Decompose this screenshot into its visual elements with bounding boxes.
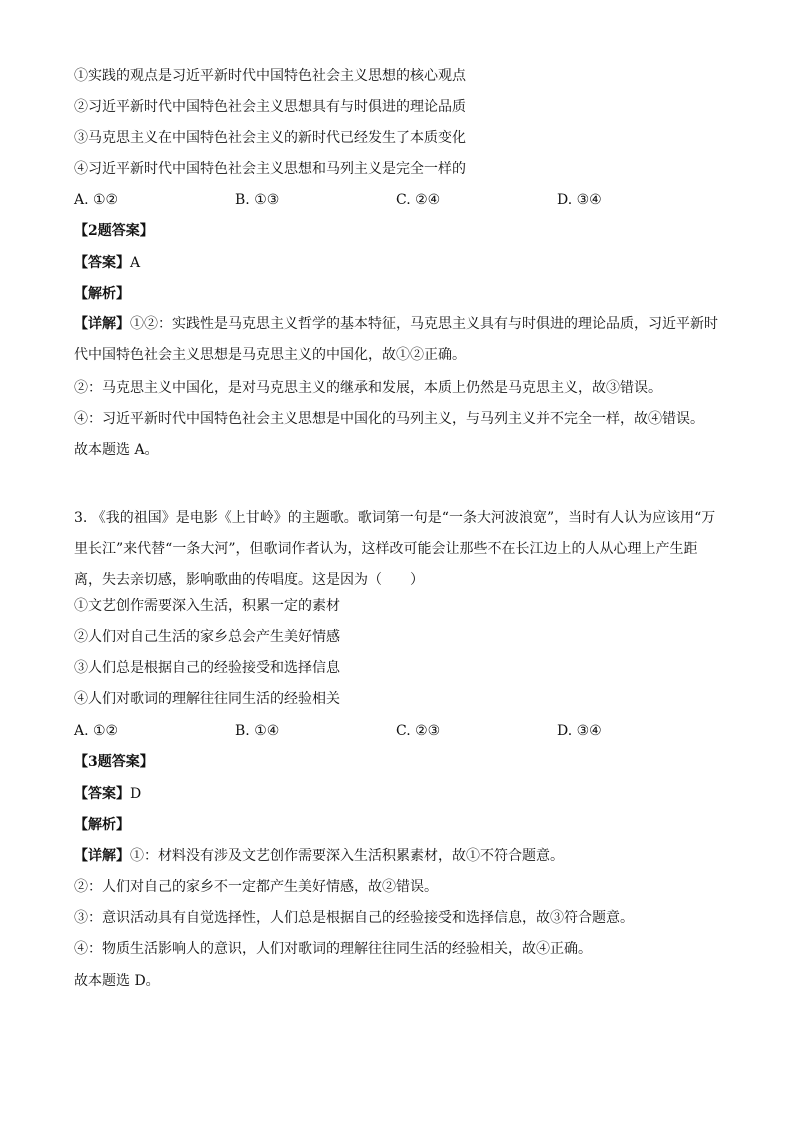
a3-answer-tag: 【答案】: [74, 786, 130, 802]
q3-option-b: B. ①④: [235, 723, 280, 739]
a3-heading: 【3题答案】: [74, 754, 154, 770]
a2-conclusion: 故本题选 A。: [74, 442, 159, 458]
a3-analysis-tag: 【解析】: [74, 817, 130, 833]
a3-detail-tag: 【详解】: [74, 848, 130, 864]
q2-option-c: C. ②④: [396, 192, 441, 208]
q2-statement-1: ①实践的观点是习近平新时代中国特色社会主义思想的核心观点: [74, 68, 466, 84]
a3-answer-value: D: [130, 786, 142, 802]
a2-answer-tag: 【答案】: [74, 255, 130, 271]
q2-statement-4: ④习近平新时代中国特色社会主义思想和马列主义是完全一样的: [74, 161, 466, 177]
q3-option-c: C. ②③: [396, 723, 441, 739]
a2-heading: 【2题答案】: [74, 223, 154, 239]
a2-answer-value: A: [130, 255, 141, 271]
a3-line-2: ③：意识活动具有自觉选择性，人们总是根据自己的经验接受和选择信息，故③符合题意。: [74, 910, 634, 926]
a2-analysis-tag: 【解析】: [74, 286, 130, 302]
a3-conclusion: 故本题选 D。: [74, 973, 160, 989]
q2-option-a: A. ①②: [74, 192, 119, 208]
a3-answer-line: [74, 785, 141, 803]
a2-detail-tag: 【详解】: [74, 316, 130, 332]
q3-option-a: A. ①②: [74, 723, 119, 739]
q2-options: [74, 191, 722, 209]
q3-option-d: D. ③④: [557, 723, 602, 739]
q3-options: [74, 722, 722, 740]
q2-option-b: B. ①③: [235, 192, 280, 208]
a2-answer-line: [74, 254, 140, 272]
a2-line-1: ②：马克思主义中国化，是对马克思主义的继承和发展，本质上仍然是马克思主义，故③错误。: [74, 380, 662, 396]
q3-statement-3: ③人们总是根据自己的经验接受和选择信息: [74, 660, 340, 676]
q2-statement-2: ②习近平新时代中国特色社会主义思想具有与时俱进的理论品质: [74, 99, 466, 115]
q2-option-d: D. ③④: [557, 192, 602, 208]
q2-statement-3: ③马克思主义在中国特色社会主义的新时代已经发生了本质变化: [74, 130, 466, 146]
q3-stem: 3. 《我的祖国》是电影《上甘岭》的主题歌。歌词第一句是“一条大河波浪宽”，当时有人认为应该用“万里长江”来代替“一条大河”，但歌词作者认为，这样改可能会让那些不在长江边上的人从心理上产生距离，失去亲切感，影响歌曲的传唱度。这是因为（ ）: [74, 510, 716, 588]
a3-detail-text: ①：材料没有涉及文艺创作需要深入生活积累素材，故①不符合题意。: [130, 848, 564, 864]
q3-statement-4: ④人们对歌词的理解往往同生活的经验相关: [74, 691, 340, 707]
a3-detail-line: [74, 847, 564, 865]
a2-detail-text: ①②：实践性是马克思主义哲学的基本特征，马克思主义具有与时俱进的理论品质，习近平新时代中国特色社会主义思想是马克思主义的中国化，故①②正确。: [74, 316, 718, 363]
q3-statement-1: ①文艺创作需要深入生活，积累一定的素材: [74, 598, 340, 614]
q3-statement-2: ②人们对自己生活的家乡总会产生美好情感: [74, 629, 340, 645]
a2-line-2: ④：习近平新时代中国特色社会主义思想是中国化的马列主义，与马列主义并不完全一样，故④错误。: [74, 411, 704, 427]
a2-detail-paragraph: [74, 309, 722, 371]
a3-line-1: ②：人们对自己的家乡不一定都产生美好情感，故②错误。: [74, 879, 438, 895]
a3-line-3: ④：物质生活影响人的意识，人们对歌词的理解往往同生活的经验相关，故④正确。: [74, 941, 592, 957]
